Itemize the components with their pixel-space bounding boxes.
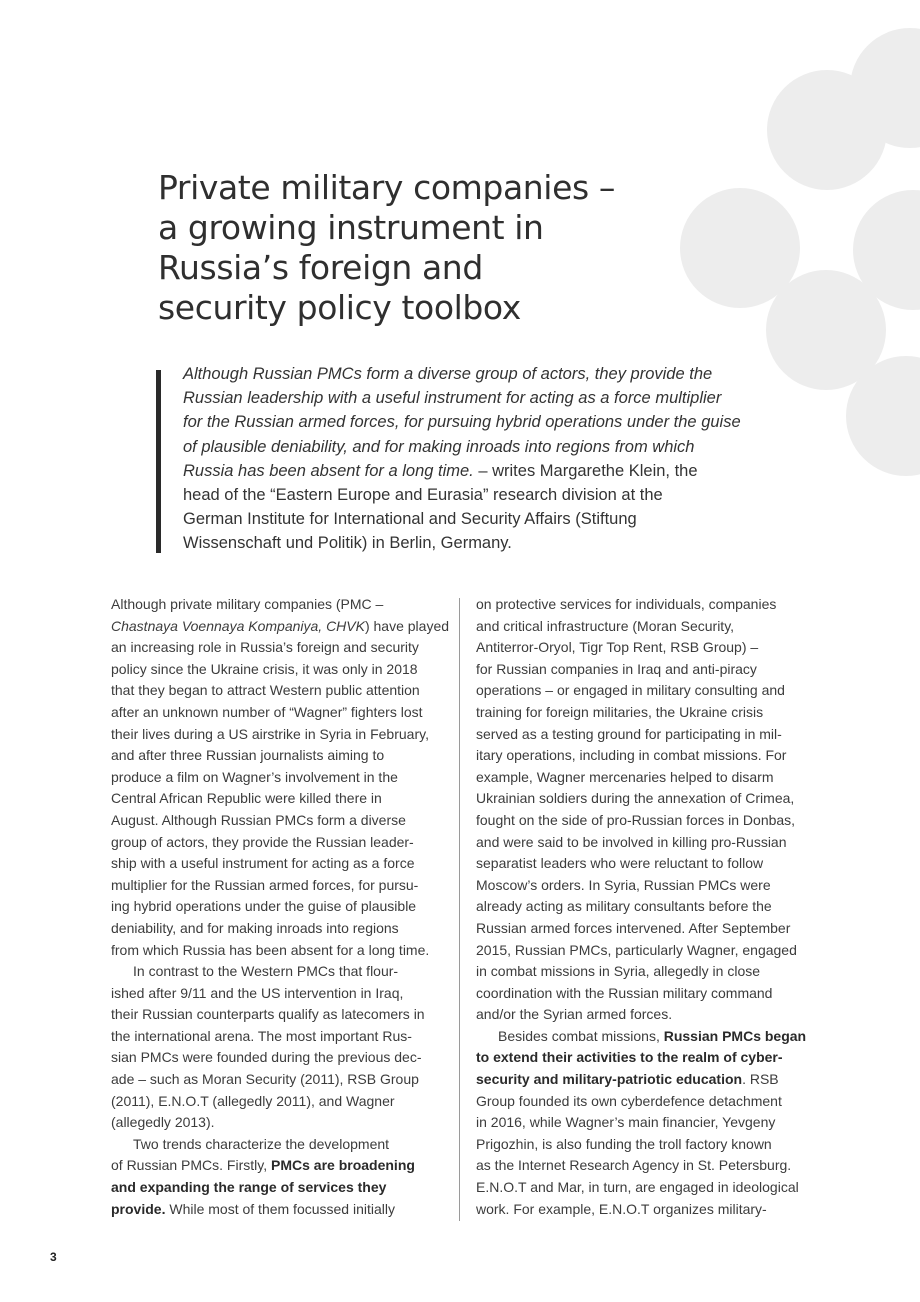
pull-quote (183, 362, 763, 556)
body-line (111, 1155, 449, 1177)
body-line (111, 616, 449, 638)
body-line: and after three Russian journalists aiming to (111, 747, 385, 764)
body-line (476, 1047, 806, 1069)
body-line: training for foreign militaries, the Ukraine crisis (476, 703, 764, 720)
body-line: in 2016, while Wagner’s main financier, Yevgeny (476, 1114, 776, 1131)
body-bold: provide. (111, 1200, 166, 1217)
body-line: work. For example, E.N.O.T organizes military- (476, 1200, 767, 1217)
title-line: Russia’s foreign and (158, 248, 483, 287)
body-line: for Russian companies in Iraq and anti-piracy (476, 660, 757, 677)
left-column (111, 594, 449, 1220)
body-line: Although private military companies (PMC – (111, 596, 384, 612)
body-line: and/or the Syrian armed forces. (476, 1006, 673, 1023)
column-divider (459, 598, 460, 1221)
body-line: sian PMCs were founded during the previous dec- (111, 1049, 422, 1066)
body-italic: Chastnaya Voennaya Kompaniya, CHVK (111, 617, 365, 634)
title-line: a growing instrument in (158, 208, 544, 247)
body-line: as the Internet Research Agency in St. Petersburg. (476, 1157, 792, 1174)
body-line (111, 1177, 449, 1199)
body-line: Group founded its own cyberdefence detachment (476, 1092, 782, 1109)
quote-line: Russian leadership with a useful instrument for acting as a force multiplier (183, 389, 722, 408)
page-number: 3 (50, 1250, 57, 1264)
body-line: their Russian counterparts qualify as latecomers in (111, 1006, 425, 1023)
body-line: multiplier for the Russian armed forces, for pursu- (111, 876, 419, 893)
body-line: operations – or engaged in military consulting and (476, 682, 785, 699)
body-line (111, 1199, 449, 1221)
body-line: and critical infrastructure (Moran Security, (476, 617, 735, 634)
body-bold: to extend their activities to the realm of cyber- (476, 1049, 783, 1066)
body-line: (allegedly 2013). (111, 1114, 215, 1131)
right-column (476, 594, 806, 1220)
body-line: an increasing role in Russia’s foreign and security (111, 639, 419, 656)
body-line: on protective services for individuals, companies (476, 596, 777, 612)
body-line: after an unknown number of “Wagner” fighters lost (111, 703, 423, 720)
body-line: policy since the Ukraine crisis, it was only in 2018 (111, 660, 418, 677)
quote-line: for the Russian armed forces, for pursuing hybrid operations under the guise (183, 413, 741, 432)
body-line: in combat missions in Syria, allegedly in close (476, 963, 761, 980)
quote-line: of plausible deniability, and for making inroads into regions from which (183, 437, 695, 456)
body-line: separatist leaders who were reluctant to follow (476, 855, 764, 872)
body-line: (2011), E.N.O.T (allegedly 2011), and Wagner (111, 1092, 395, 1109)
body-line: In contrast to the Western PMCs that flour- (133, 963, 399, 980)
body-line: and were said to be involved in killing pro-Russian (476, 833, 787, 850)
body-text: . RSB (742, 1071, 779, 1088)
quote-attribution: – writes Margarethe Klein, the (473, 461, 698, 480)
body-line: group of actors, they provide the Russian leader- (111, 833, 414, 850)
body-bold: security and military-patriotic education (476, 1071, 743, 1088)
body-line: from which Russia has been absent for a long time. (111, 941, 430, 958)
body-line: fought on the side of pro-Russian forces in Donbas, (476, 811, 796, 828)
body-line: ade – such as Moran Security (2011), RSB Group (111, 1071, 419, 1088)
body-bold: and expanding the range of services they (111, 1179, 387, 1196)
body-line: already acting as military consultants before the (476, 898, 772, 915)
body-line: ing hybrid operations under the guise of plausible (111, 898, 417, 915)
body-line: ship with a useful instrument for acting as a force (111, 855, 415, 872)
body-line: E.N.O.T and Mar, in turn, are engaged in ideological (476, 1179, 799, 1196)
quote-attribution-line: German Institute for International and Security Affairs (Stiftung (183, 510, 637, 529)
quote-bar (156, 370, 161, 553)
body-line: coordination with the Russian military command (476, 984, 773, 1001)
body-line: Central African Republic were killed there in (111, 790, 382, 807)
body-line: itary operations, including in combat missions. For (476, 747, 787, 764)
title-line: security policy toolbox (158, 288, 521, 327)
body-line: Ukrainian soldiers during the annexation of Crimea, (476, 790, 795, 807)
quote-attribution-line: Wissenschaft und Politik) in Berlin, Germany. (183, 534, 512, 553)
body-line: Two trends characterize the development (133, 1135, 390, 1152)
body-line: example, Wagner mercenaries helped to disarm (476, 768, 774, 785)
quote-attribution-line: head of the “Eastern Europe and Eurasia” research division at the (183, 486, 663, 505)
body-line: August. Although Russian PMCs form a diverse (111, 811, 406, 828)
body-line: that they began to attract Western public attention (111, 682, 420, 699)
quote-line (183, 459, 763, 483)
body-line: 2015, Russian PMCs, particularly Wagner, engaged (476, 941, 797, 958)
body-text: Besides combat missions, (498, 1027, 664, 1044)
body-line: Prigozhin, is also funding the troll factory known (476, 1135, 772, 1152)
body-line (476, 1069, 806, 1091)
body-line: served as a testing ground for participating in mil- (476, 725, 782, 742)
decor-circle (767, 70, 887, 190)
body-line: Moscow’s orders. In Syria, Russian PMCs were (476, 876, 771, 893)
body-bold: PMCs are broadening (271, 1157, 415, 1174)
page-title (158, 168, 678, 328)
body-line: the international arena. The most important Rus- (111, 1027, 412, 1044)
body-line (476, 1026, 806, 1048)
body-line: produce a film on Wagner’s involvement in the (111, 768, 398, 785)
body-text: While most of them focussed initially (165, 1200, 395, 1217)
body-text: of Russian PMCs. Firstly, (111, 1157, 271, 1174)
body-line: deniability, and for making inroads into regions (111, 919, 399, 936)
title-line: Private military companies – (158, 168, 615, 207)
quote-italic: Russia has been absent for a long time. (183, 461, 474, 480)
body-text: ) have played (364, 617, 450, 634)
body-line: Russian armed forces intervened. After September (476, 919, 791, 936)
body-line: ished after 9/11 and the US intervention in Iraq, (111, 984, 404, 1001)
body-line: Antiterror-Oryol, Tigr Top Rent, RSB Group) – (476, 639, 759, 656)
quote-line: Although Russian PMCs form a diverse group of actors, they provide the (183, 365, 713, 383)
body-bold: Russian PMCs began (663, 1027, 807, 1044)
body-line: their lives during a US airstrike in Syria in February, (111, 725, 429, 742)
